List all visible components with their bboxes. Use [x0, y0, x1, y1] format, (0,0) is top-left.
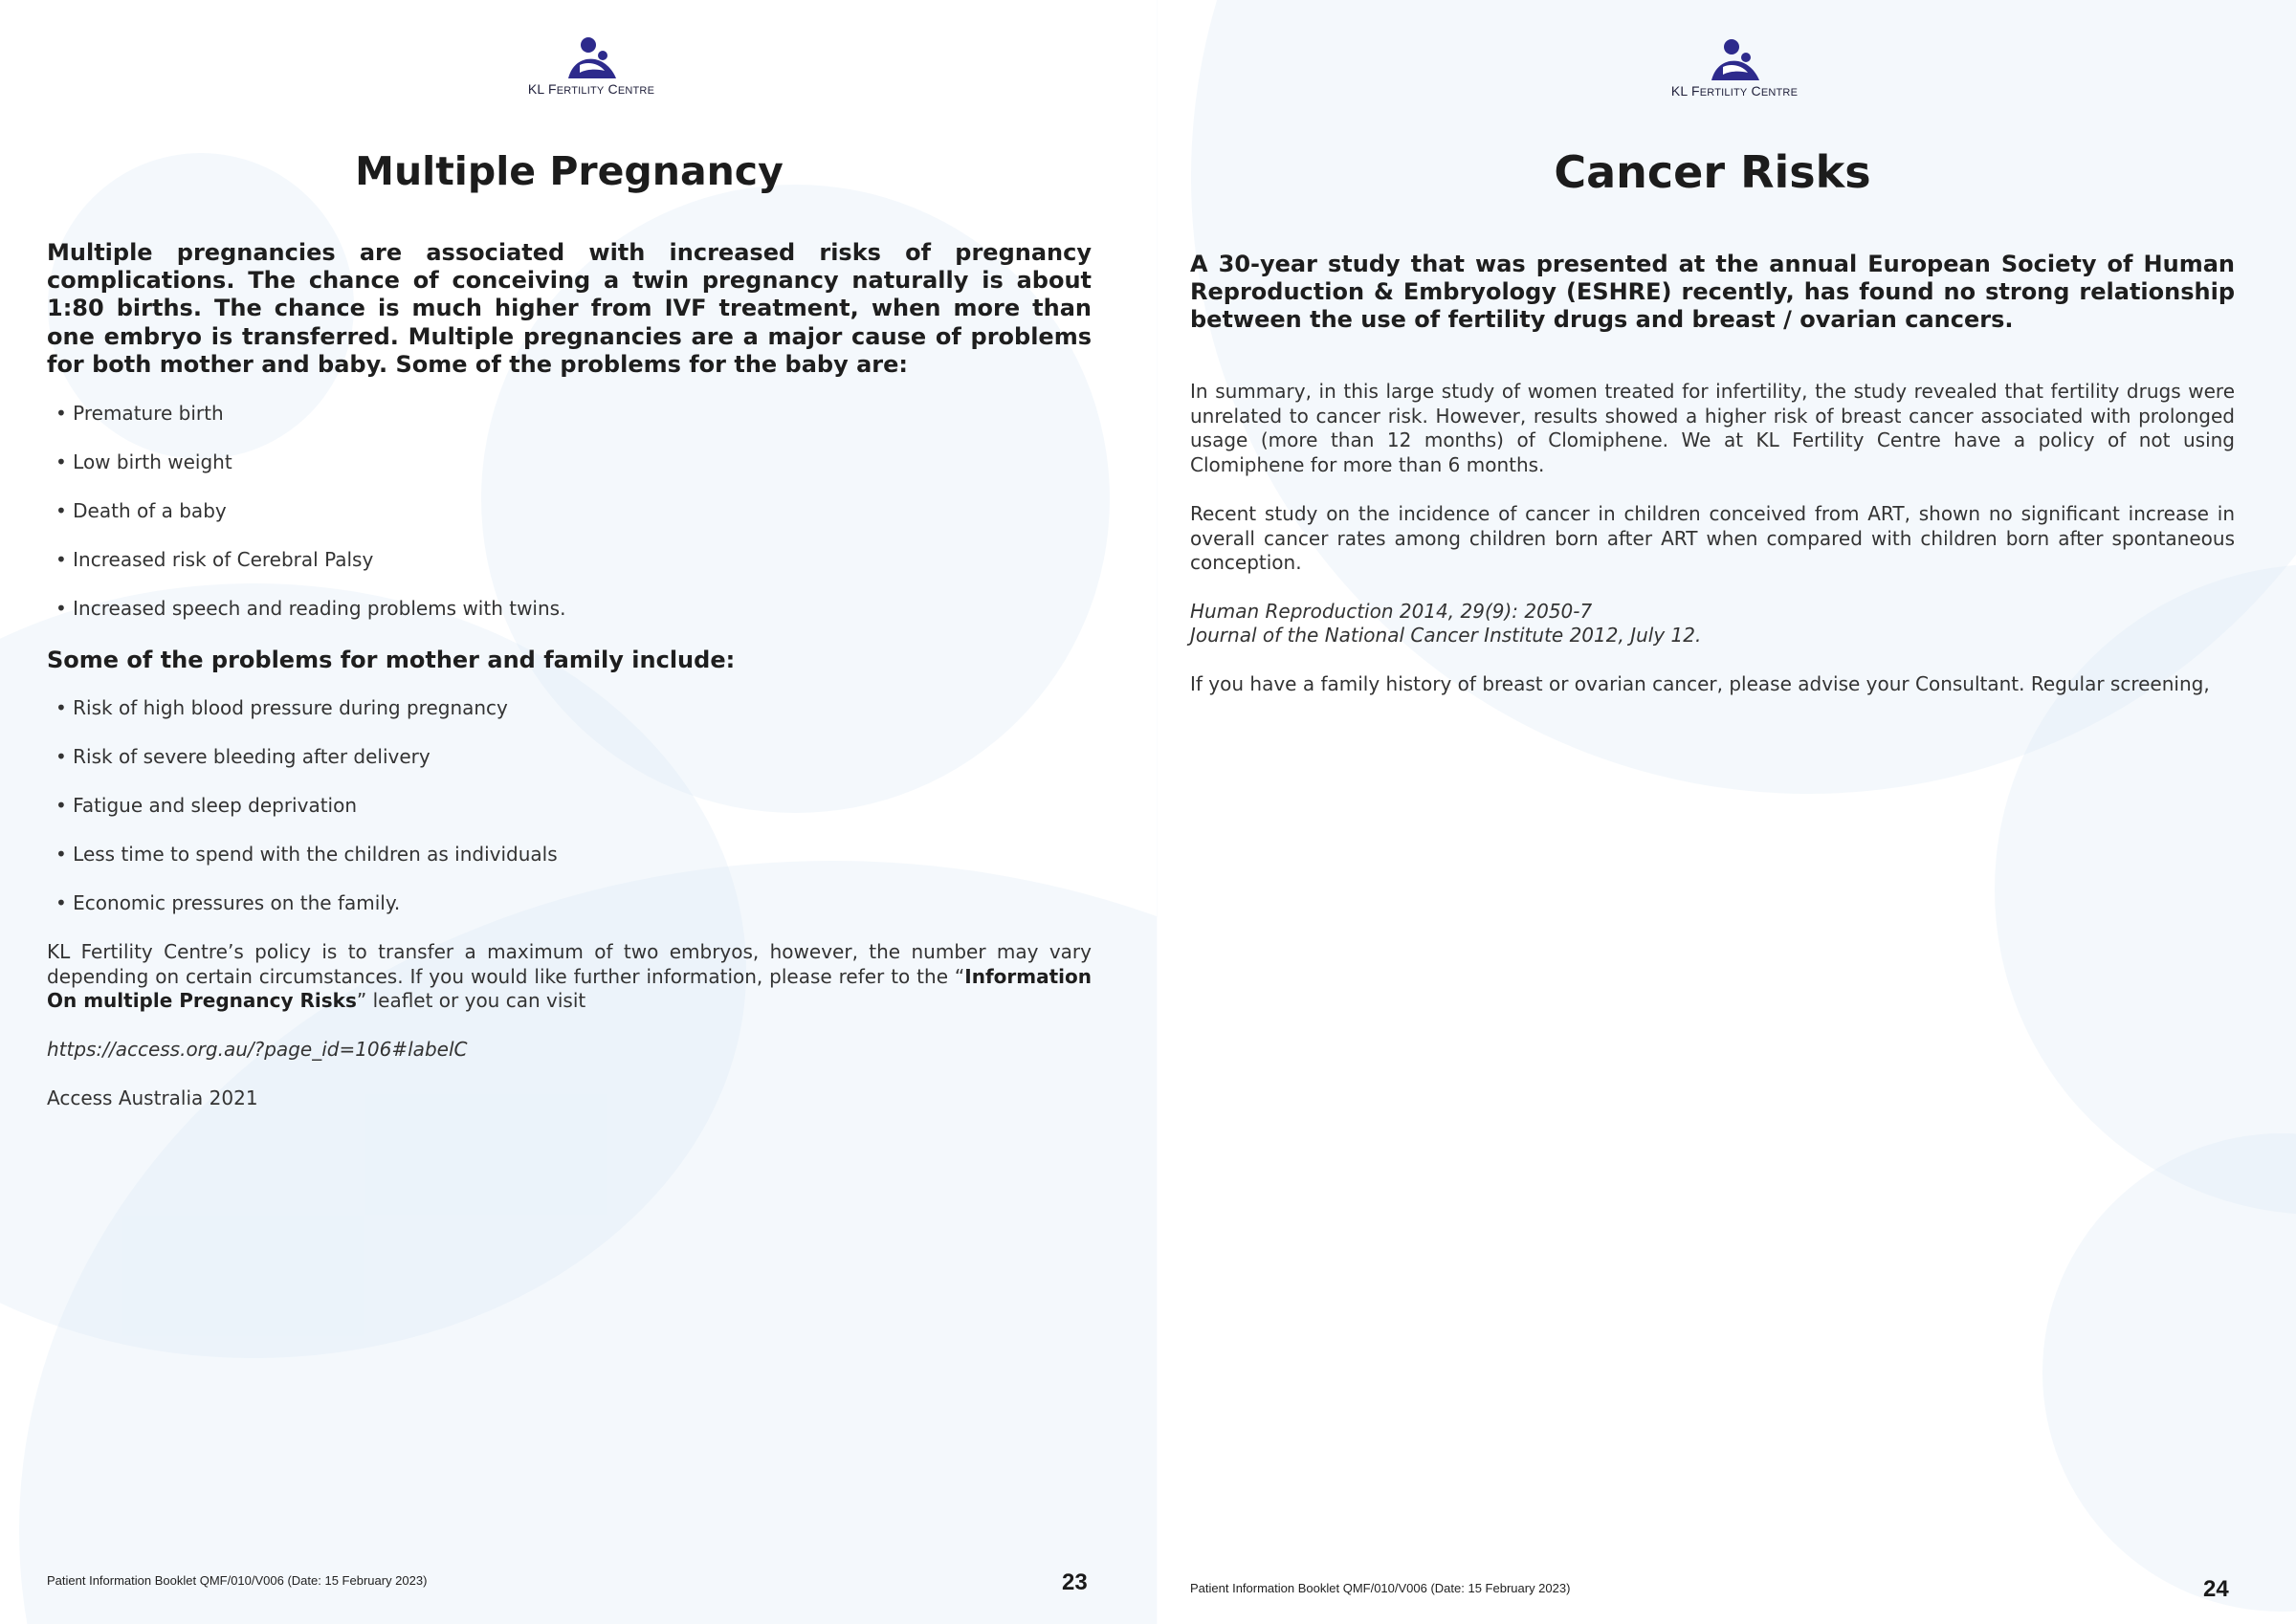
background-circle [1995, 564, 2296, 1215]
list-item: • Less time to spend with the children as individuals [55, 843, 558, 866]
leaflet-title: Information On multiple Pregnancy Risks [47, 964, 1092, 1012]
logo-text: KL FERTILITY CENTRE [527, 81, 655, 97]
logo [1667, 38, 1801, 99]
background-circle [2042, 1133, 2296, 1612]
page-title: Cancer Risks [1554, 146, 1871, 198]
list-item: • Fatigue and sleep deprivation [55, 794, 358, 817]
policy-text: KL Fertility Centre’s policy is to transfer a maximum of two embryos, however, the number may vary depending on certain circumstances. If you would like further information, please refer to the “ [47, 940, 1092, 988]
page-number: 23 [1062, 1569, 1088, 1595]
reference-citation: Human Reproduction 2014, 29(9): 2050-7 [1190, 600, 1593, 623]
section-heading: Some of the problems for mother and family include: [47, 647, 736, 673]
page-number: 24 [2203, 1576, 2229, 1602]
logo-text: KL FERTILITY CENTRE [1670, 83, 1799, 99]
reference-citation: Journal of the National Cancer Institute 2012, July 12. [1190, 624, 1702, 647]
list-item: • Increased speech and reading problems with twins. [55, 597, 566, 620]
list-item: • Increased risk of Cerebral Palsy [55, 548, 374, 571]
list-item: • Death of a baby [55, 499, 227, 522]
policy-text-end: ” leaflet or you can visit [356, 989, 586, 1012]
intro-paragraph: Multiple pregnancies are associated with increased risks of pregnancy complications. The chance of conceiving a twin pregnancy naturally is about 1:80 births. The chance is much higher from IVF treatment, when more than one embryo is transferred. Multiple pregnancies are a major cause of problems for both mother and baby. Some of the problems for the baby are: [47, 239, 1092, 378]
policy-paragraph [47, 940, 1092, 1014]
footer-text: Patient Information Booklet QMF/010/V006 (Date: 15 February 2023) [1190, 1581, 1571, 1595]
children-study-paragraph: Recent study on the incidence of cancer in children conceived from ART, shown no significant increase in overall cancer rates among children born after ART when compared with children born after spontaneous conception. [1190, 502, 2235, 574]
family-history-paragraph: If you have a family history of breast or ovarian cancer, please advise your Consultant. Regular screening, [1190, 672, 2210, 695]
list-item: • Premature birth [55, 402, 224, 425]
intro-paragraph: A 30-year study that was presented at the annual European Society of Human Reproduction & Embryology (ESHRE) recently, has found no strong relationship between the use of fertility drugs and breast / ovarian cancers. [1190, 251, 2235, 334]
footer-text: Patient Information Booklet QMF/010/V006 (Date: 15 February 2023) [47, 1573, 428, 1588]
list-item: • Risk of high blood pressure during pregnancy [55, 696, 508, 719]
list-item: • Risk of severe bleeding after delivery [55, 745, 430, 768]
page-title: Multiple Pregnancy [355, 148, 784, 194]
logo [524, 36, 658, 97]
kl-fertility-logo-icon [1706, 38, 1763, 82]
reference-link[interactable]: https://access.org.au/?page_id=106#labelC [47, 1038, 468, 1061]
source-text: Access Australia 2021 [47, 1086, 258, 1109]
kl-fertility-logo-icon [563, 36, 620, 80]
summary-paragraph: In summary, in this large study of women treated for infertility, the study revealed that fertility drugs were unrelated to cancer risk. However, results showed a higher risk of breast cancer associated with prolonged usage (more than 12 months) of Clomiphene. We at KL Fertility Centre have a policy of not using Clomiphene for more than 6 months. [1190, 380, 2235, 476]
list-item: • Economic pressures on the family. [55, 891, 401, 914]
right-page [1158, 0, 2296, 1624]
list-item: • Low birth weight [55, 450, 232, 473]
